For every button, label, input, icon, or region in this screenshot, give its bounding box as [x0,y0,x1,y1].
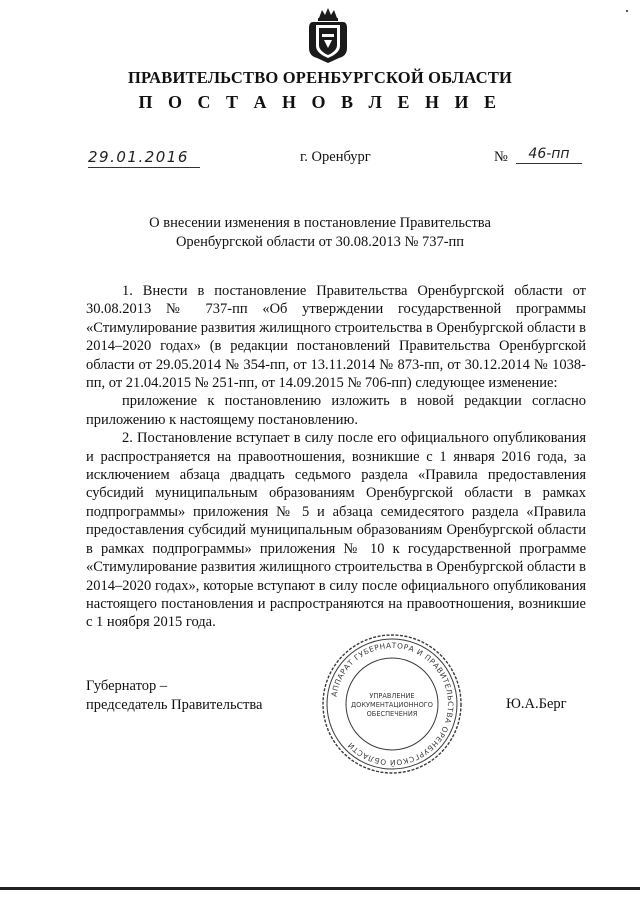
signer-name: Ю.А.Берг [506,696,567,712]
subject-line: Оренбургской области от 30.08.2013 № 737-пп [175,234,465,250]
page-bottom-rule [0,887,640,890]
number-label: № [494,149,508,165]
coat-of-arms-icon [305,6,351,66]
body-paragraph: приложение к постановлению изложить в новой редакции согласно приложению к настоящему постановлению. [86,393,586,428]
signer-title [86,677,262,715]
signer-title-line: председатель Правительства [86,697,263,713]
document-type: П О С Т А Н О В Л Е Н И Е [138,92,502,112]
document-date: 29.01.2016 [88,148,200,168]
organization-title: ПРАВИТЕЛЬСТВО ОРЕНБУРГСКОЙ ОБЛАСТИ [127,68,513,87]
scan-speck [626,10,628,12]
body-paragraph: 2. Постановление вступает в силу после его официального опубликования и распространяется на правоотношения, возникшие с 1 января 2016 года, за исключением абзаца двадцать седьмого раздела «Правила предоставления субсидий муниципальным образованиям Оренбургской области в рамках подпрограммы» приложения № 5 и абзаца семидесятого раздела «Правила предоставления субсидий муниципальным образованиям Оренбургской области в рамках подпрограммы» приложения № 10 к государственной программе «Стимулирование развития жилищного строительства в Оренбургской области в 2014–2020 годах», которые вступают в силу после официального опубликования настоящего постановления и распространяются на правоотношения, возникшие с 1 ноября 2015 года. [86,430,586,631]
stamp-center-line: ОБЕСПЕЧЕНИЯ [366,710,418,718]
body-paragraph: 1. Внести в постановление Правительства Оренбургской области от 30.08.2013 № 737-пп «Об утверждении государственной программы «Стимулирование развития жилищного строительства в Оренбургской области в 2014–2020 годах» (в редакции постановлений Правительства Оренбургской области от 29.05.2014 № 354-пп, от 13.11.2014 № 873-пп, от 30.12.2014 № 1038-пп, от 21.04.2015 № 251-пп, от 14.09.2015 № 706-пп) следующее изменение: [86,283,586,392]
stamp-center-line: ДОКУМЕНТАЦИОННОГО [351,701,433,709]
official-stamp [320,632,464,776]
stamp-center-line: УПРАВЛЕНИЕ [369,692,415,700]
document-city: г. Оренбург [300,149,371,165]
document-body [86,282,586,632]
stamp-ring-text: АППАРАТ ГУБЕРНАТОРА И ПРАВИТЕЛЬСТВА ОРЕНБУРГСКОЙ ОБЛАСТИ [329,640,456,768]
subject-line: О внесении изменения в постановление Правительства [149,215,491,231]
document-subject [100,214,540,252]
signer-title-line: Губернатор – [86,678,168,694]
document-number: 46-пп [516,146,582,164]
